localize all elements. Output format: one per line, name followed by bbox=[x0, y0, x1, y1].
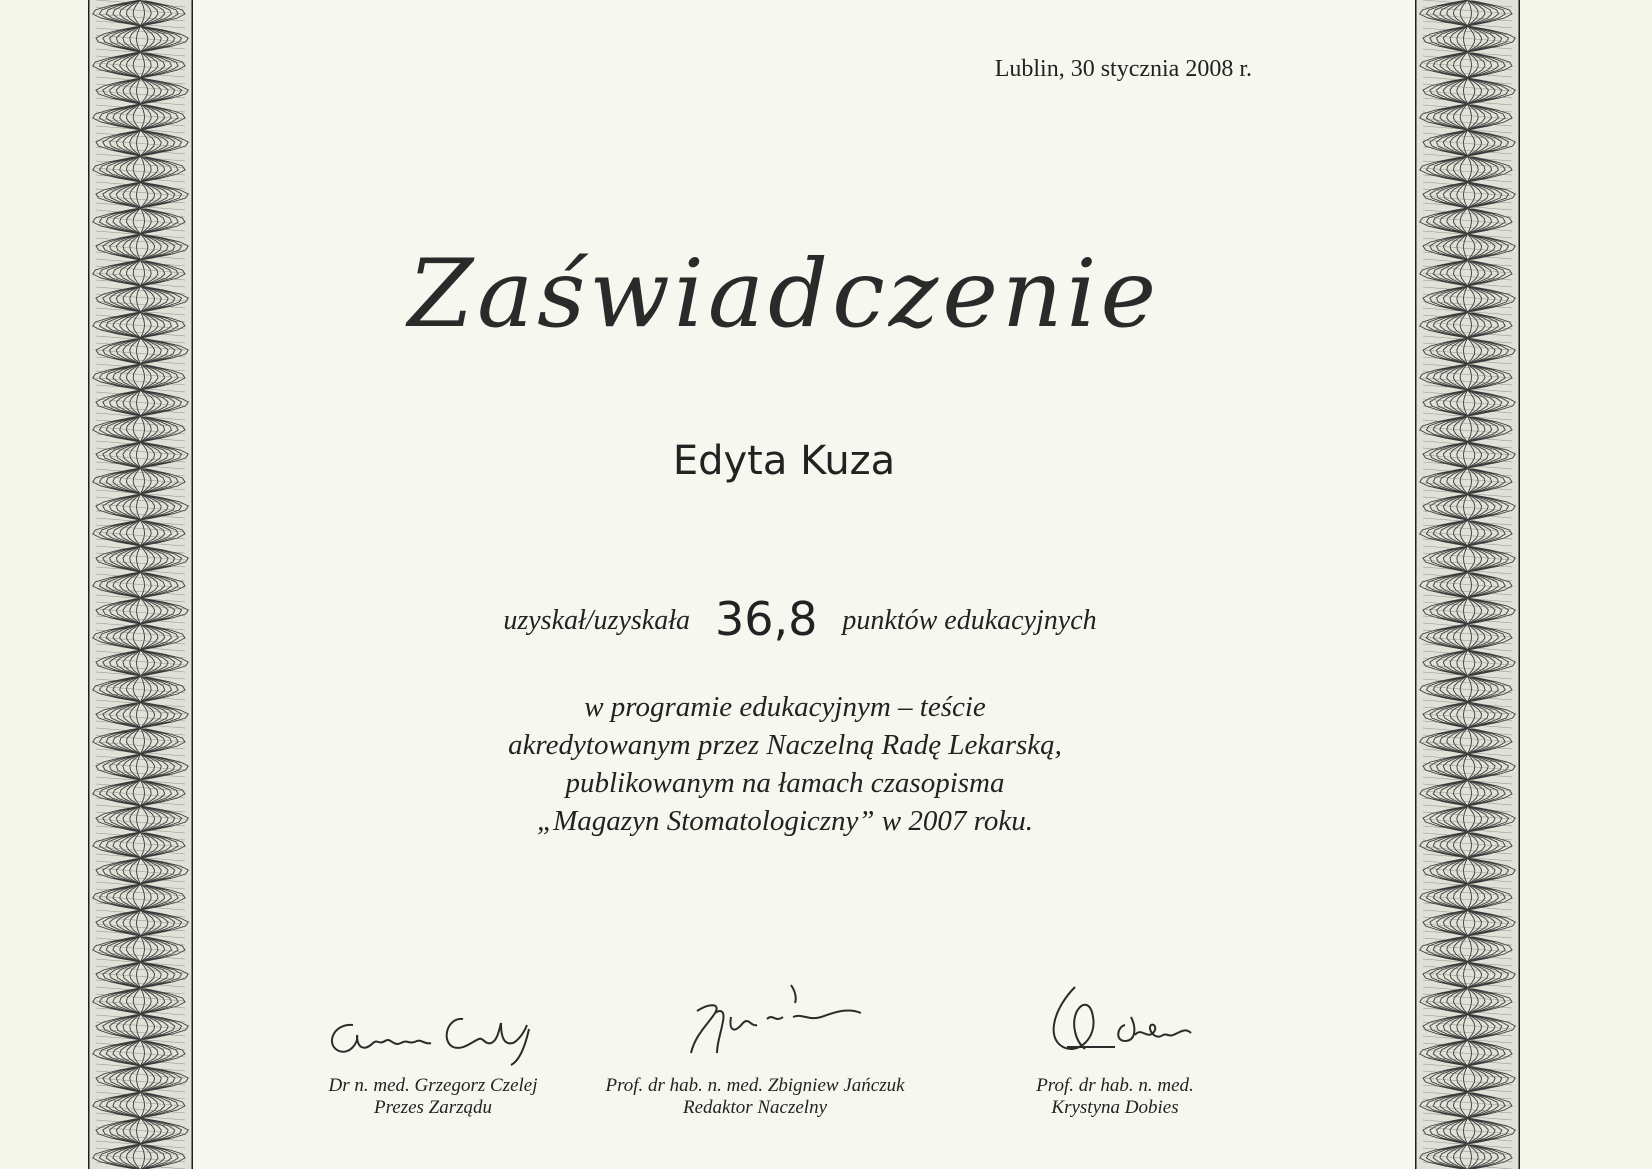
signatory-name: Prof. dr hab. n. med. Zbigniew Jańczuk bbox=[605, 1075, 905, 1096]
points-statement bbox=[0, 592, 1600, 646]
program-description bbox=[0, 688, 1570, 840]
left-guilloche-border bbox=[88, 0, 193, 1169]
handwritten-signature bbox=[625, 977, 885, 1067]
points-suffix: punktów edukacyjnych bbox=[842, 605, 1097, 636]
signatory-role: Krystyna Dobies bbox=[1051, 1097, 1179, 1118]
handwritten-signature bbox=[313, 1005, 553, 1067]
program-line: akredytowanym przez Naczelną Radę Lekarską, bbox=[508, 729, 1062, 761]
signatory-name: Prof. dr hab. n. med. bbox=[1036, 1075, 1194, 1096]
signatory-role: Redaktor Naczelny bbox=[682, 1097, 828, 1118]
recipient-name: Edyta Kuza bbox=[672, 438, 896, 484]
points-value: 36,8 bbox=[714, 592, 818, 646]
signatory-name: Dr n. med. Grzegorz Czelej bbox=[328, 1075, 538, 1096]
issue-date: Lublin, 30 stycznia 2008 r. bbox=[994, 56, 1252, 82]
right-guilloche-border bbox=[1415, 0, 1520, 1169]
points-prefix: uzyskał/uzyskała bbox=[503, 605, 690, 636]
program-line: „Magazyn Stomatologiczny” w 2007 roku. bbox=[537, 805, 1033, 837]
program-line: publikowanym na łamach czasopisma bbox=[565, 767, 1005, 799]
handwritten-signature bbox=[1015, 977, 1215, 1067]
signature-block-president bbox=[298, 1005, 568, 1119]
program-line: w programie edukacyjnym – teście bbox=[584, 691, 986, 723]
signature-block-editor bbox=[590, 1005, 920, 1119]
signature-block-dobies bbox=[1000, 1005, 1230, 1119]
signatory-role: Prezes Zarządu bbox=[373, 1097, 493, 1118]
certificate-title: Zaświadczenie bbox=[407, 240, 1161, 349]
